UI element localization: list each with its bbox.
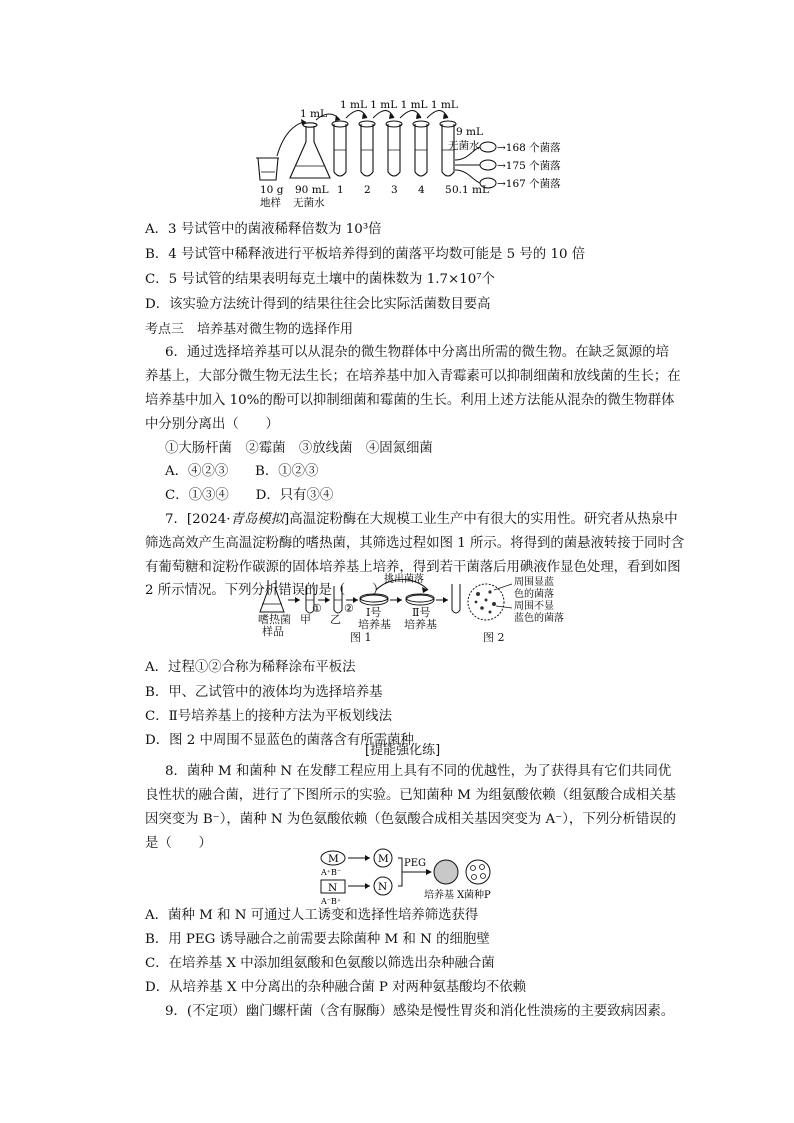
q8-option-b: B．用 PEG 诱导融合之前需要去除菌种 M 和 N 的细胞壁 — [145, 932, 490, 947]
q8-option-d: D．从培养基 X 中分离出的杂种融合菌 P 对两种氨基酸均不依赖 — [145, 980, 527, 995]
tube-jia-label: 甲 — [300, 613, 311, 626]
petri-dishes — [480, 142, 496, 188]
q8-line-3: 因突变为 B⁻），菌种 N 为色氨酸依赖（色氨酸合成相关基因突变为 A⁻），下列分析错误的 — [145, 812, 677, 827]
q7-option-a: A．过程①②合称为稀释涂布平板法 — [145, 660, 356, 675]
figure-2-caption: 图 2 — [483, 631, 505, 644]
section-heading-3: 考点三 培养基对微生物的选择作用 — [145, 322, 354, 337]
q8-line-1: 8．菌种 M 和菌种 N 在发酵工程应用上具有不同的优越性，为了获得具有它们共同优 — [165, 764, 672, 779]
strain-m-genotype: A⁺B⁻ — [321, 868, 342, 877]
pick-colony-label: 挑出菌落 — [384, 574, 424, 585]
strain-n-label: N — [328, 882, 338, 894]
tube-label-4: 4 — [418, 184, 425, 196]
q6-line-4: 中分别分离出（ ） — [145, 417, 279, 432]
strain-p-label: 菌种P — [464, 890, 491, 901]
strain-n-genotype: A⁻B⁺ — [321, 897, 342, 906]
protoplast-n-label: N — [378, 881, 388, 893]
q5-option-d: D．该实验方法统计得到的结果往往会比实际活菌数目要高 — [145, 297, 491, 312]
soil-label: 地样 — [260, 197, 281, 209]
q6-options-cd: C．①③④ D．只有③④ — [165, 488, 334, 503]
soil-mass: 10 g — [260, 184, 284, 196]
q6-line-1: 6．通过选择培养基可以从混杂的微生物群体中分离出所需的微生物。在缺乏氮源的培 — [165, 345, 669, 360]
water-label: 无菌水 — [448, 140, 480, 152]
section-heading-practice: [提能强化练] — [365, 743, 441, 758]
q5-option-a: A．3 号试管中的菌液稀释倍数为 10³倍 — [145, 222, 382, 237]
q7-line-4: 2 所示情况。下列分析错误的是（ ） — [145, 583, 386, 598]
screening-figure — [0, 572, 794, 642]
plate-2-label: Ⅱ号 — [412, 606, 431, 619]
flask — [290, 123, 330, 178]
tube-yi-label: 乙 — [330, 613, 341, 626]
strain-m-label: M — [328, 853, 339, 865]
flask-label: 无菌水 — [293, 197, 325, 209]
q7-prefix: 7．[2024· — [165, 512, 231, 527]
figure-1-caption: 图 1 — [350, 631, 372, 644]
q6-items: ①大肠杆菌 ②霉菌 ③放线菌 ④固氮细菌 — [165, 441, 433, 456]
transfer-labels-row: 1 mL 1 mL 1 mL 1 mL — [340, 99, 458, 111]
q6-line-2: 养基上，大部分微生物无法生长；在培养基中加入青霉素可以抑制细菌和放线菌的生长；在 — [145, 369, 681, 384]
fusion-figure — [0, 848, 794, 908]
q7-line-2: 筛选高效产生高温淀粉酶的嗜热菌，其筛选过程如图 1 所示。将得到的菌悬液转接于同时含 — [145, 536, 685, 551]
legend-blue-2: 色的菌落 — [514, 589, 554, 600]
step-2-label: ② — [344, 602, 354, 615]
colony-count-2: →175 个菌落 — [497, 160, 561, 172]
transfer-label-1: 1 mL — [300, 108, 327, 120]
dilution-figure — [0, 0, 794, 215]
q7-line-1 — [165, 510, 678, 530]
q5-option-b: B．4 号试管中稀释液进行平板培养得到的菌落平均数可能是 5 号的 10 倍 — [145, 247, 586, 262]
q8-option-a: A．菌种 M 和 N 可通过人工诱变和选择性培养筛选获得 — [145, 908, 479, 923]
tube-label-1: 1 — [337, 184, 344, 196]
q6-options-ab: A．④②③ B．①②③ — [165, 464, 319, 479]
protoplast-m-label: M — [378, 853, 389, 865]
plate-2-medium: 培养基 — [404, 618, 437, 631]
step-1-label: ① — [312, 602, 322, 615]
sample-label-2: 样品 — [262, 625, 284, 638]
flask-volume: 90 mL — [295, 184, 329, 196]
legend-blue-1: 周围显蓝 — [514, 577, 554, 588]
q7-option-b: B．甲、乙试管中的液体均为选择培养基 — [145, 685, 383, 700]
tube-label-5: 5 — [445, 184, 452, 196]
colony-count-3: →167 个菌落 — [497, 178, 561, 190]
water-volume: 9 mL — [456, 126, 483, 138]
sample-label-1: 嗜热菌 — [258, 613, 291, 626]
tube-label-3: 3 — [391, 184, 398, 196]
dilution-tubes — [332, 121, 456, 176]
q7-rest: ]高温淀粉酶在大规模工业生产中有很大的实用性。研究者从热泉中 — [284, 512, 678, 527]
legend-nonblue-1: 周围不显 — [514, 601, 554, 612]
tube-label-2: 2 — [364, 184, 371, 196]
plating-volume: 0.1 mL — [452, 184, 489, 196]
q7-line-3: 有葡萄糖和淀粉作碳源的固体培养基上培养，得到若干菌落后用碘液作显色处理，看到如图 — [145, 560, 681, 575]
colony-count-1: →168 个菌落 — [497, 142, 561, 154]
q8-line-2: 良性状的融合菌，进行了下图所示的实验。已知菌种 M 为组氨酸依赖（组氨酸合成相关基 — [145, 788, 677, 803]
q8-line-4: 是（ ） — [145, 836, 212, 851]
q7-option-d: D．图 2 中周围不显蓝色的菌落含有所需菌种 — [145, 733, 414, 748]
soil-beaker — [256, 158, 279, 180]
plate-1-label: Ⅰ号 — [366, 606, 382, 619]
q5-option-c: C．5 号试管的结果表明每克土壤中的菌株数为 1.7×10⁷个 — [145, 272, 496, 287]
legend-nonblue-2: 蓝色的菌落 — [514, 613, 564, 624]
plate-1-medium: 培养基 — [358, 618, 391, 631]
q7-option-c: C．Ⅱ号培养基上的接种方法为平板划线法 — [145, 709, 392, 724]
q7-source: 青岛模拟 — [230, 512, 285, 527]
q8-option-c: C．在培养基 X 中添加组氨酸和色氨酸以筛选出杂种融合菌 — [145, 956, 495, 971]
peg-label: PEG — [404, 858, 427, 869]
q9-line-1: 9．(不定项）幽门螺杆菌（含有脲酶）感染是慢性胃炎和消化性溃疡的主要致病因素。 — [165, 1004, 675, 1019]
medium-x-label: 培养基 X — [424, 890, 465, 901]
q6-line-3: 培养基中加入 10%的酚可以抑制细菌和霉菌的生长。利用上述方法能从混杂的微生物群体 — [145, 393, 675, 408]
